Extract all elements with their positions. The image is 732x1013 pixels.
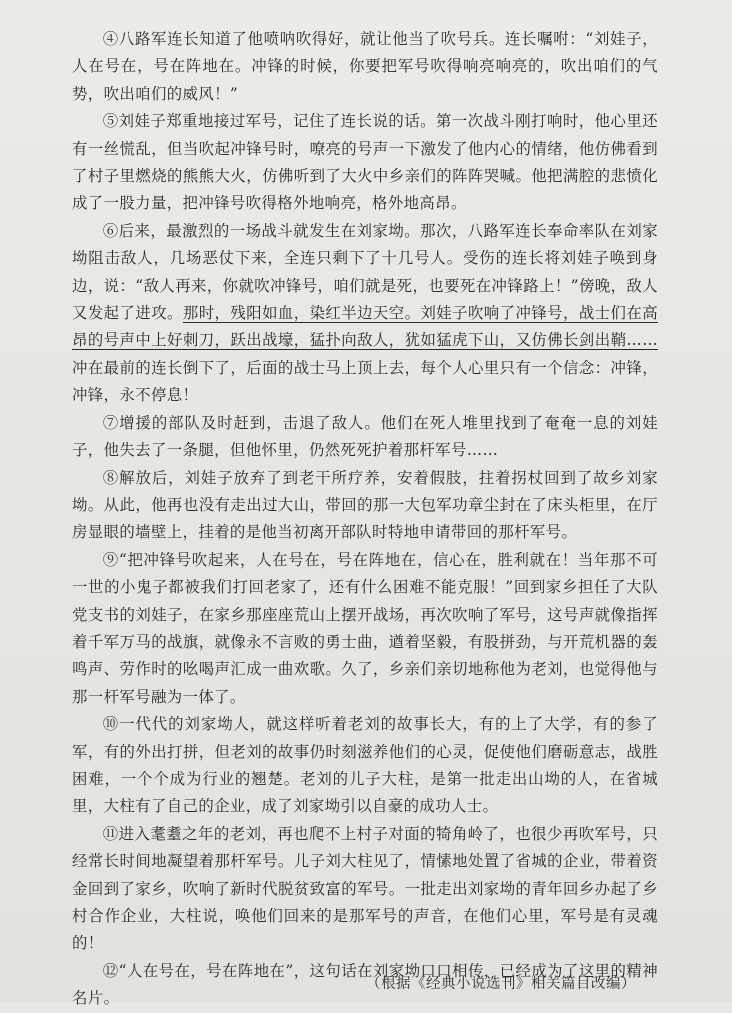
paragraph-12: ⑫“人在号在，号在阵地在”，这句话在刘家坳口口相传，已经成为了这里的精神名片。 (72, 961, 658, 1008)
paragraph-6 (72, 218, 658, 410)
paragraph-5: ⑤刘娃子郑重地接过军号，记住了连长说的话。第一次战斗刚打响时，他心里还有一丝慌乱，但当吹起冲锋号时，嘹亮的号声一下激发了他内心的情绪，他仿佛看到了村子里燃烧的熊熊大火，仿佛听到了大火中乡亲们的阵阵哭喊。他把满腔的悲愤化成了一股力量，把冲锋号吹得格外地响亮，格外地高昂。 (72, 112, 658, 213)
paragraph-11: ⑪进入耄耋之年的老刘，再也爬不上村子对面的犄角岭了，也很少再吹军号，只经常长时间地凝望着那杆军号。儿子刘大柱见了，情愫地处置了省城的企业，带着资金回到了家乡，吹响了新时代脱贫致富的军号。一批走出刘家坳的青年回乡办起了乡村合作企业，大柱说，唤他们回来的是那军号的声音，在他们心里，军号是有灵魂的！ (72, 824, 658, 953)
paragraph-9: ⑨“把冲锋号吹起来，人在号在，号在阵地在，信心在，胜利就在！当年那不可一世的小鬼子都被我们打回老家了，还有什么困难不能克服！”回到家乡担任了大队党支书的刘娃子，在家乡那座座荒山上摆开战场，再次吹响了军号，这号声就像指挥着千军万马的战旗，就像永不言败的勇士曲，遒着坚毅，有股拼劲，与开荒机器的轰鸣声、劳作时的吆喝声汇成一曲欢歌。久了，乡亲们亲切地称他为老刘，也觉得他与那一杆军号融为一体了。 (72, 550, 658, 706)
source-note: （根据《经典小说选刊》相关篇目改编） (366, 976, 636, 992)
paragraph-10: ⑩一代代的刘家坳人，就这样听着老刘的故事长大，有的上了大学，有的参了军，有的外出打拼，但老刘的故事仍时刻滋养他们的心灵，促使他们磨砺意志，战胜困难，一个个成为行业的翘楚。老刘的儿子大柱，是第一批走出山坳的人，在省城里，大柱有了自己的企业，成了刘家坳引以自豪的成功人士。 (72, 715, 658, 816)
story-text (72, 26, 658, 1013)
paragraph-4: ④八路军连长知道了他喷呐吹得好，就让他当了吹号兵。连长嘱咐：“刘娃子，人在号在，号在阵地在。冲锋的时候，你要把军号吹得响亮响亮的，吹出咱们的气势，吹出咱们的威风！” (72, 30, 658, 103)
paragraph-7: ⑦增援的部队及时赶到，击退了敌人。他们在死人堆里找到了奄奄一息的刘娃子，他失去了一条腿，但他怀里，仍然死死护着那杆军号…… (72, 413, 658, 460)
paragraph-6-start: ⑥后来，最激烈的一场战斗就发生在刘家坳。那次，八路军连长奉命率队在刘家坳阻击敌人，几场恶仗下来，全连只剩下了十几号人。受伤的连长将刘娃子唤到身边，说：“敌人再来，你就吹冲锋号，咱们就是死，也要死在冲锋路上！”傍晚，敌人又发起了进攻。 (72, 221, 658, 323)
paragraph-6-end: 冲在最前的连长倒下了，后面的战士马上顶上去，每个人心里只有一个信念：冲锋，冲锋，永不停息！ (72, 358, 658, 405)
paragraph-8: ⑧解放后，刘娃子放弃了到老干所疗养，安着假肢，拄着拐杖回到了故乡刘家坳。从此，他再也没有走出过大山，带回的那一大包军功章尘封在了床头柜里，在厅房显眼的墙壁上，挂着的是他当初离开部队时特地申请带回的那杆军号。 (72, 468, 658, 542)
underlined-sentence: 那时，残阳如血，染红半边天空。刘娃子吹响了冲锋号，战士们在高昂的号声中上好刺刀，跃出战壕，猛扑向敌人，犹如猛虎下山，又仿佛长剑出鞘…… (72, 304, 658, 350)
